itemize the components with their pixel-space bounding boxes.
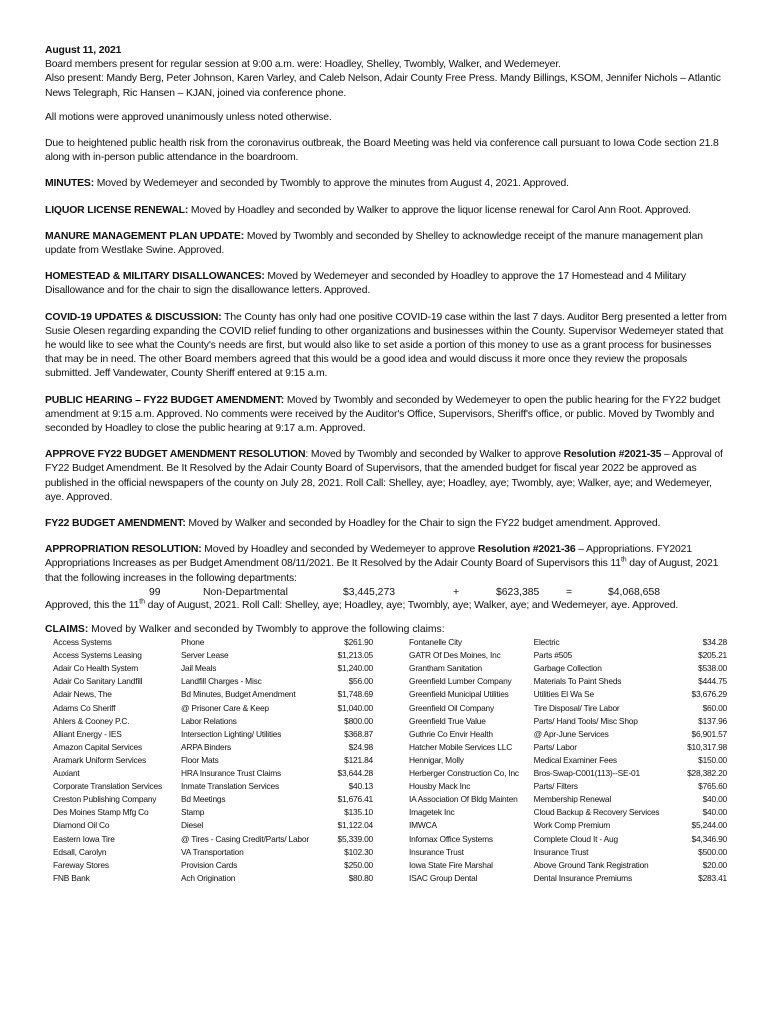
claim-row <box>409 702 727 715</box>
claim-amount: $1,748.69 <box>337 689 373 700</box>
claim-row <box>45 833 373 846</box>
agenda-items <box>45 177 727 436</box>
claim-vendor: Greenfield Lumber Company <box>409 676 512 687</box>
claims-text: Moved by Walker and seconded by Twombly to approve the following claims: <box>88 624 445 636</box>
resolution-35 <box>45 448 727 505</box>
claim-vendor: Access Systems Leasing <box>53 650 142 661</box>
claim-amount: $135.10 <box>344 807 373 818</box>
claim-vendor: Corporate Translation Services <box>53 781 162 792</box>
claim-description: Stamp <box>181 807 205 818</box>
claim-row <box>45 741 373 754</box>
agenda-item <box>45 230 727 258</box>
claim-description: Medical Examiner Fees <box>533 754 617 765</box>
claim-row <box>409 806 727 819</box>
claim-amount: $3,676.29 <box>691 689 727 700</box>
claim-description: Floor Mats <box>181 754 219 765</box>
dept-total: $4,068,658 <box>608 586 661 598</box>
claim-description: Utilities El Wa Se <box>533 689 594 700</box>
claim-description: Ach Origination <box>181 872 236 883</box>
claim-vendor: Adams Co Sheriff <box>53 702 116 713</box>
claim-vendor: Insurance Trust <box>409 846 464 857</box>
claim-row <box>45 780 373 793</box>
claim-vendor: Grantham Sanitation <box>409 663 483 674</box>
claim-row <box>409 688 727 701</box>
resolution-36-approved <box>45 599 727 613</box>
claim-row <box>45 649 373 662</box>
claim-row <box>409 793 727 806</box>
claim-description: Provision Cards <box>181 859 238 870</box>
resolution-36-post1: – Appropriations. FY2021 Appropriations Increases as per Budget Amendment 08/11/2021. Be It Resolved by the Adair County Board of Supervisors this 11 <box>45 544 692 570</box>
claim-amount: $205.21 <box>698 650 727 661</box>
claim-vendor: Infomax Office Systems <box>409 833 493 844</box>
claim-vendor: Ahlers & Cooney P.C. <box>53 715 130 726</box>
approved-post: day of August, 2021. Roll Call: Shelley, aye; Hoadley, aye; Twombly, aye; Walker, aye; and Wedemeyer, aye. Approved. <box>144 599 679 611</box>
claim-description: Parts/ Labor <box>533 741 577 752</box>
claim-description: Parts/ Hand Tools/ Misc Shop <box>533 715 638 726</box>
resolution-36-post2: day of August, 2021 that the following increases in the following departments: <box>45 558 719 584</box>
claim-row <box>409 819 727 832</box>
minutes-document <box>45 44 727 883</box>
claims-intro <box>45 623 727 636</box>
claim-amount: $1,040.00 <box>337 702 373 713</box>
claim-row <box>409 754 727 767</box>
claim-amount: $1,240.00 <box>337 663 373 674</box>
agenda-item <box>45 311 727 382</box>
fy22-amendment-text: Moved by Walker and seconded by Hoadley for the Chair to sign the FY22 budget amendment. Approved. <box>185 518 661 530</box>
claim-description: Bros-Swap-C001(113)--SE-01 <box>533 768 640 779</box>
claim-description: VA Transportation <box>181 846 244 857</box>
claim-amount: $137.96 <box>698 715 727 726</box>
claim-amount: $5,339.00 <box>337 833 373 844</box>
claim-vendor: Alliant Energy - IES <box>53 728 122 739</box>
agenda-item <box>45 270 727 298</box>
motions-note: All motions were approved unanimously unless noted otherwise. <box>45 111 332 123</box>
claim-description: Above Ground Tank Registration <box>533 859 649 870</box>
fy22-amendment <box>45 517 727 531</box>
claim-description: Insurance Trust <box>533 846 589 857</box>
claim-row <box>45 662 373 675</box>
claim-description: Phone <box>181 637 205 648</box>
claim-row <box>45 688 373 701</box>
claim-description: HRA Insurance Trust Claims <box>181 768 281 779</box>
claim-description: Server Lease <box>181 650 229 661</box>
claim-description: Parts #505 <box>533 650 573 661</box>
dept-amount-2: $623,385 <box>496 586 540 598</box>
resolution-36-number: Resolution #2021-36 <box>477 544 576 556</box>
resolution-36-pre: Moved by Hoadley and seconded by Wedemeyer to approve <box>201 544 478 556</box>
claim-row <box>409 675 727 688</box>
claim-amount: $800.00 <box>344 715 373 726</box>
claim-amount: $250.00 <box>344 859 373 870</box>
claim-vendor: Des Moines Stamp Mfg Co <box>53 807 149 818</box>
resolution-35-pre: : Moved by Twombly and seconded by Walker to approve <box>305 449 564 461</box>
attendance-text: Board members present for regular session at 9:00 a.m. were: Hoadley, Shelley, Twombly, Walker, and Wedemeyer. <box>45 59 561 71</box>
claim-description: Jail Meals <box>181 663 217 674</box>
resolution-35-post: – Approval of FY22 Budget Amendment. Be It Resolved by the Adair County Board of Supervisors, that the amended budget for fiscal year 2022 be approved as published in the official newspapers of the county on July 28, 2021. Roll Call: Shelley, aye; Hoadley, aye; Twombly, aye; Walker, aye; and Wedemeyer, aye. Approved. <box>45 449 723 503</box>
agenda-item <box>45 204 727 218</box>
claim-vendor: Iowa State Fire Marshal <box>409 859 493 870</box>
claim-description: Complete Cloud It - Aug <box>533 833 618 844</box>
claim-description: Materials To Paint Sheds <box>533 676 622 687</box>
claim-vendor: Imagetek Inc <box>409 807 455 818</box>
claim-amount: $765.60 <box>698 781 727 792</box>
claim-row <box>409 833 727 846</box>
agenda-item-text: Moved by Twombly and seconded by Shelley to acknowledge receipt of the manure management plan update from Westlake Swine. Approved. <box>45 230 703 257</box>
claim-vendor: Hatcher Mobile Services LLC <box>409 741 513 752</box>
claim-row <box>45 793 373 806</box>
claim-row <box>45 675 373 688</box>
claim-amount: $1,676.41 <box>337 794 373 805</box>
claim-row <box>409 846 727 859</box>
dept-code: 99 <box>149 586 161 598</box>
claim-description: Labor Relations <box>181 715 237 726</box>
claim-vendor: GATR Of Des Moines, Inc <box>409 650 501 661</box>
claim-vendor: Amazon Capital Services <box>53 741 142 752</box>
claim-description: Landfill Charges - Misc <box>181 676 262 687</box>
claim-description: Intersection Lighting/ Utilities <box>181 728 282 739</box>
claims-table-right <box>409 636 727 885</box>
agenda-item-heading: HOMESTEAD & MILITARY DISALLOWANCES: <box>45 271 265 283</box>
claim-amount: $368.87 <box>344 728 373 739</box>
claim-vendor: Adair Co Sanitary Landfill <box>53 676 143 687</box>
claim-amount: $102.30 <box>344 846 373 857</box>
fy22-amendment-heading: FY22 BUDGET AMENDMENT: <box>45 518 186 530</box>
agenda-item-text: Moved by Hoadley and seconded by Walker to approve the liquor license renewal for Carol Ann Root. Approved. <box>188 204 691 216</box>
resolution-35-heading: APPROVE FY22 BUDGET AMENDMENT RESOLUTION <box>45 449 306 461</box>
agenda-item-text: The County has only had one positive COVID-19 case within the last 7 days. Auditor Berg presented a letter from Susie Olesen regarding expanding the COVID relief funding to other organizations and businesses within the County. Supervisor Wedemeyer stated that he would like to see what the County's needs are first, but would also like to set aside a portion of this money to use as a grant process for businesses that may be in need. The other Board members agreed that this would be a good idea and would discuss it more once they review the proposals submitted. Jeff Vandewater, County Sheriff entered at 9:15 a.m. <box>45 311 727 380</box>
claim-description: Parts/ Filters <box>533 781 578 792</box>
resolution-35-number: Resolution #2021-35 <box>563 449 662 461</box>
claim-amount: $24.98 <box>348 741 373 752</box>
agenda-item-text: Moved by Wedemeyer and seconded by Twombly to approve the minutes from August 4, 2021. Approved. <box>94 178 569 190</box>
resolution-36 <box>45 543 727 586</box>
claim-vendor: Herberger Construction Co, Inc <box>409 768 519 779</box>
claim-vendor: Edsall, Carolyn <box>53 846 107 857</box>
claim-row <box>45 806 373 819</box>
claim-vendor: Fontanelle City <box>409 637 462 648</box>
claims-heading: CLAIMS: <box>45 624 89 636</box>
claim-row <box>45 702 373 715</box>
claim-row <box>45 859 373 872</box>
claims-table-left <box>45 636 373 885</box>
claim-amount: $5,244.00 <box>691 820 727 831</box>
claim-description: Inmate Translation Services <box>181 781 279 792</box>
claim-row <box>45 767 373 780</box>
claim-vendor: Housby Mack Inc <box>409 781 471 792</box>
claim-description: Bd Minutes, Budget Amendment <box>181 689 296 700</box>
claim-vendor: Guthrie Co Envir Health <box>409 728 493 739</box>
agenda-item-heading: COVID-19 UPDATES & DISCUSSION: <box>45 311 222 323</box>
claim-description: @ Tires - Casing Credit/Parts/ Labor <box>181 833 309 844</box>
claim-vendor: Greenfield Municipal Utilities <box>409 689 509 700</box>
claim-description: Bd Meetings <box>181 794 226 805</box>
claim-description: Diesel <box>181 820 204 831</box>
dept-plus: + <box>453 586 460 598</box>
agenda-item-text: Moved by Twombly and seconded by Wedemeyer to open the public hearing for the FY22 budget amendment at 9:15 a.m. Approved. No comments were received by the Auditor's Office, Supervisors, Sheriff's office, or public. Moved by Twombly and seconded by Hoadley to close the public hearing at 9:17 a.m. Approved. <box>45 394 721 435</box>
agenda-item-heading: LIQUOR LICENSE RENEWAL: <box>45 204 189 216</box>
claim-amount: $40.00 <box>702 807 727 818</box>
claim-row <box>45 819 373 832</box>
claim-description: Work Comp Premium <box>533 820 611 831</box>
claim-vendor: ISAC Group Dental <box>409 872 478 883</box>
claim-amount: $500.00 <box>698 846 727 857</box>
claim-row <box>409 859 727 872</box>
claim-amount: $1,122.04 <box>337 820 373 831</box>
agenda-item <box>45 177 727 191</box>
claim-vendor: Access Systems <box>53 637 112 648</box>
claim-vendor: IA Association Of Bldg Mainten <box>409 794 518 805</box>
claim-amount: $56.00 <box>348 676 373 687</box>
claim-amount: $10,317.98 <box>687 741 727 752</box>
claim-row <box>409 715 727 728</box>
resolution-36-heading: APPROPRIATION RESOLUTION: <box>45 544 202 556</box>
dept-name: Non-Departmental <box>203 586 288 598</box>
claim-amount: $261.90 <box>344 637 373 648</box>
claim-amount: $444.75 <box>698 676 727 687</box>
claim-vendor: IMWCA <box>409 820 437 831</box>
claim-row <box>409 780 727 793</box>
claim-amount: $60.00 <box>702 702 727 713</box>
claim-description: Dental Insurance Premiums <box>533 872 632 883</box>
claim-amount: $1,213.05 <box>337 650 373 661</box>
agenda-item-text: Moved by Wedemeyer and seconded by Hoadley to approve the 17 Homestead and 4 Military Disallowance and for the chair to sign the disallowance letters. Approved. <box>45 271 686 297</box>
agenda-item-heading: MANURE MANAGEMENT PLAN UPDATE: <box>45 230 245 242</box>
claim-row <box>409 872 727 885</box>
claim-description: ARPA Binders <box>181 741 232 752</box>
claim-vendor: Greenfield Oil Company <box>409 702 494 713</box>
covid-note: Due to heightened public health risk from the coronavirus outbreak, the Board Meeting was held via conference call pursuant to Iowa Code section 21.8 along with in-person public attendance in the boardroom. <box>45 138 719 164</box>
meeting-header <box>45 44 727 101</box>
claim-vendor: Hennigar, Molly <box>409 754 464 765</box>
claim-amount: $283.41 <box>698 872 727 883</box>
dept-equals: = <box>566 586 573 598</box>
claim-row <box>45 754 373 767</box>
claim-row <box>45 636 373 649</box>
claim-row <box>45 872 373 885</box>
claim-amount: $150.00 <box>698 754 727 765</box>
claim-vendor: Eastern Iowa Tire <box>53 833 115 844</box>
claim-description: @ Apr-June Services <box>533 728 609 739</box>
claim-amount: $6,901.57 <box>691 728 727 739</box>
resolution-36-sup: th <box>620 557 627 565</box>
claim-amount: $40.00 <box>702 794 727 805</box>
claim-vendor: Creston Publishing Company <box>53 794 157 805</box>
department-line <box>45 586 727 599</box>
claim-description: Tire Disposal/ Tire Labor <box>533 702 620 713</box>
claim-amount: $28,382.20 <box>687 768 727 779</box>
claim-amount: $34.28 <box>702 637 727 648</box>
claim-row <box>409 662 727 675</box>
claim-row <box>45 715 373 728</box>
agenda-item <box>45 394 727 437</box>
claim-vendor: Fareway Stores <box>53 859 109 870</box>
claim-description: @ Prisoner Care & Keep <box>181 702 269 713</box>
agenda-item-heading: PUBLIC HEARING – FY22 BUDGET AMENDMENT: <box>45 394 285 406</box>
claim-description: Electric <box>533 637 560 648</box>
claim-vendor: Adair News, The <box>53 689 112 700</box>
claim-amount: $4,346.90 <box>691 833 727 844</box>
claim-row <box>409 767 727 780</box>
claim-row <box>409 728 727 741</box>
claim-description: Membership Renewal <box>533 794 611 805</box>
claim-amount: $20.00 <box>702 859 727 870</box>
claim-amount: $121.84 <box>344 754 373 765</box>
claim-vendor: FNB Bank <box>53 872 90 883</box>
claim-row <box>409 649 727 662</box>
claim-amount: $80.80 <box>348 872 373 883</box>
claim-description: Garbage Collection <box>533 663 602 674</box>
claim-vendor: Diamond Oil Co <box>53 820 110 831</box>
also-present-text: Also present: Mandy Berg, Peter Johnson, Karen Varley, and Caleb Nelson, Adair County Free Press. Mandy Billings, KSOM, Jennifer Nichols – Atlantic News Telegraph, Ric Hansen – KJAN, joined via conference phone. <box>45 73 721 99</box>
claim-row <box>45 728 373 741</box>
claim-vendor: Auxiant <box>53 768 80 779</box>
claim-amount: $538.00 <box>698 663 727 674</box>
claim-vendor: Aramark Uniform Services <box>53 754 146 765</box>
approved-sup: th <box>139 598 145 606</box>
claim-row <box>45 846 373 859</box>
claim-vendor: Greenfield True Value <box>409 715 486 726</box>
agenda-item-heading: MINUTES: <box>45 178 95 190</box>
claim-vendor: Adair Co Health System <box>53 663 138 674</box>
claim-description: Cloud Backup & Recovery Services <box>533 807 660 818</box>
claim-row <box>409 741 727 754</box>
claim-amount: $40.13 <box>348 781 373 792</box>
meeting-date: August 11, 2021 <box>45 45 122 56</box>
claim-amount: $3,644.28 <box>337 768 373 779</box>
approved-pre: Approved, this the 11 <box>45 599 140 611</box>
dept-amount-1: $3,445,273 <box>343 586 396 598</box>
claim-row <box>409 636 727 649</box>
